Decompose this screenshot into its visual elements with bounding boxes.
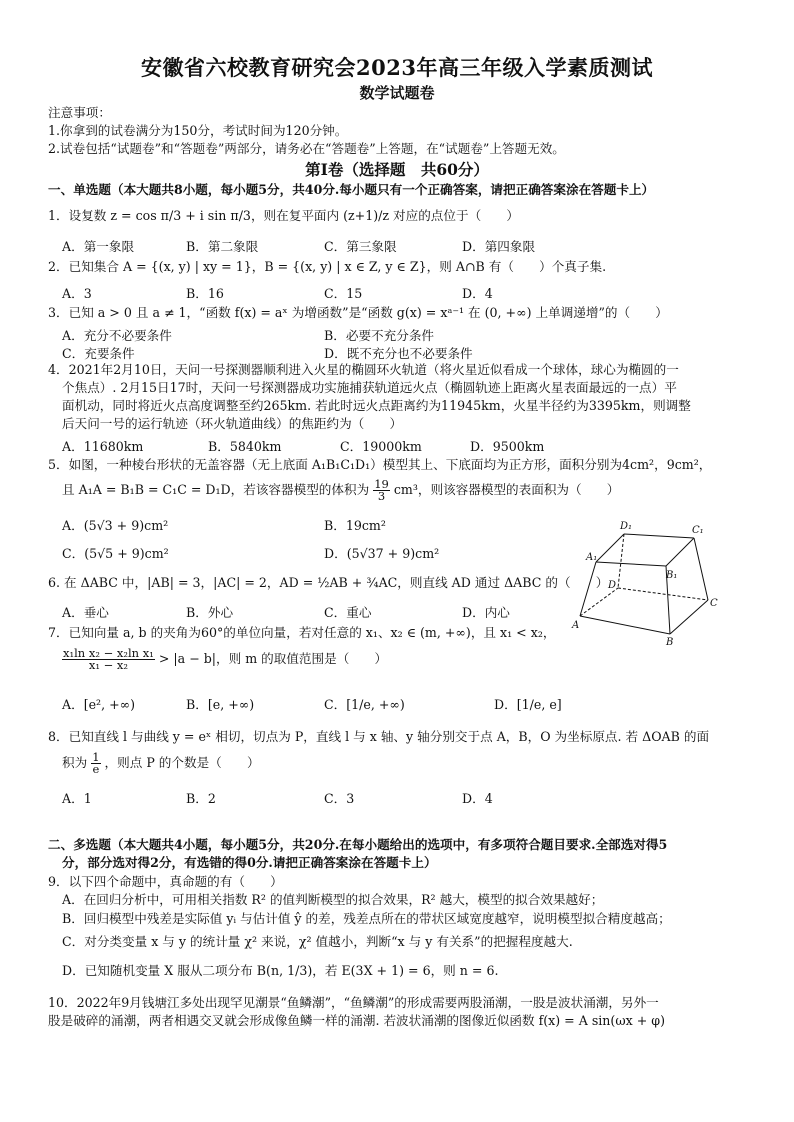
q7-option-b: B．[e, +∞) — [186, 697, 255, 712]
q5-option-c: C．(5√5 + 9)cm² — [62, 546, 169, 561]
label-c1: C₁ — [692, 525, 704, 536]
notice-item-2: 2.试卷包括“试题卷”和“答题卷”两部分，请务必在“答题卷”上答题，在“试题卷”上答题无效。 — [48, 141, 565, 156]
q2-option-a: A．3 — [62, 286, 92, 301]
q6-option-a: A．垂心 — [62, 605, 109, 620]
label-b1: B₁ — [666, 570, 678, 581]
q10-line-2: 股是破碎的涌潮，两者相遇交叉就会形成像鱼鳞一样的涌潮. 若波状涌潮的图像近似函数 f(x) = A sin(ωx + φ) — [48, 1013, 665, 1028]
notice-heading: 注意事项： — [48, 105, 111, 120]
section2-heading-line-1: 二、多选题（本大题共4小题，每小题5分，共20分.在每小题给出的选项中，有多项符合题目要求.全部选对得5 — [48, 837, 668, 852]
q8-option-b: B．2 — [186, 791, 216, 806]
q10-line-1: 10．2022年9月钱塘江多处出现罕见潮景“鱼鳞潮”，“鱼鳞潮”的形成需要两股涌潮，一股是波状涌潮，另外一 — [48, 995, 659, 1010]
label-c: C — [710, 598, 718, 609]
label-d1: D₁ — [620, 521, 633, 532]
q1-option-b: B．第二象限 — [186, 239, 259, 254]
q4-line-2: 个焦点）. 2月15日17时，天问一号探测器成功实施捕获轨道远火点（椭圆轨迹上距离火星表面最远的一点）平 — [62, 380, 677, 395]
q4-option-b: B．5840km — [208, 439, 282, 454]
q6-option-d: D．内心 — [462, 605, 510, 620]
q5-option-d: D．(5√37 + 9)cm² — [324, 546, 440, 561]
q5-option-b: B．19cm² — [324, 518, 386, 533]
q3-stem: 3．已知 a > 0 且 a ≠ 1，“函数 f(x) = aˣ 为增函数”是“函数 g(x) = xᵃ⁻¹ 在 (0, +∞) 上单调递增”的（ ） — [48, 305, 668, 320]
q2-option-d: D．4 — [462, 286, 493, 301]
q8-line-1: 8．已知直线 l 与曲线 y = eˣ 相切，切点为 P，直线 l 与 x 轴、y 轴分别交于点 A，B，O 为坐标原点. 若 ΔOAB 的面 — [48, 729, 710, 744]
q4-line-4: 后天问一号的运行轨迹（环火轨道曲线）的焦距约为（ ） — [62, 416, 403, 431]
q7-denominator: x₁ − x₂ — [88, 658, 128, 672]
q7-line-1: 7．已知向量 a, b 的夹角为60°的单位向量，若对任意的 x₁、x₂ ∈ (m, +∞)，且 x₁ < x₂， — [48, 625, 556, 640]
q9-option-c: C．对分类变量 x 与 y 的统计量 χ² 来说，χ² 值越小，判断“x 与 y 有关系”的把握程度越大. — [62, 934, 573, 949]
q8-area-denominator: e — [92, 762, 100, 776]
q8-area-fraction — [91, 752, 100, 775]
q1-option-a: A．第一象限 — [62, 239, 135, 254]
q7-numerator: x₁ln x₂ − x₂ln x₁ — [63, 646, 154, 660]
q3-option-c: C．充要条件 — [62, 346, 135, 361]
q5-line-2 — [62, 477, 619, 503]
q8-question: ，则点 P 的个数是（ ） — [104, 755, 260, 770]
q5-question: cm³，则该容器模型的表面积为（ ） — [393, 482, 620, 497]
q7-line-2 — [62, 646, 387, 672]
q5-volume-denominator: 3 — [377, 489, 386, 503]
label-a1: A₁ — [586, 552, 598, 563]
notice-item-1: 1.你拿到的试卷满分为150分，考试时间为120分钟。 — [48, 123, 348, 138]
q2-stem: 2．已知集合 A = {(x, y) | xy = 1}，B = {(x, y) | x ∈ Z, y ∈ Z}，则 A∩B 有（ ）个真子集. — [48, 259, 607, 274]
q7-fraction — [62, 648, 155, 671]
section2-heading-line-2: 分，部分选对得2分，有选错的得0分.请把正确答案涂在答题卡上） — [62, 855, 437, 870]
q6-option-c: C．重心 — [324, 605, 372, 620]
q4-option-d: D．9500km — [470, 439, 545, 454]
q8-line-2 — [62, 750, 260, 776]
label-a: A — [572, 620, 580, 631]
q5-line-1: 5．如图，一种棱台形状的无盖容器（无上底面 A₁B₁C₁D₁）模型其上、下底面均为正方形，面积分别为4cm²，9cm²， — [48, 457, 712, 472]
q5-option-a: A．(5√3 + 9)cm² — [62, 518, 169, 533]
label-d: D — [608, 580, 617, 591]
q2-option-c: C．15 — [324, 286, 363, 301]
q1-option-d: D．第四象限 — [462, 239, 536, 254]
q3-option-a: A．充分不必要条件 — [62, 328, 172, 343]
q9-option-a: A．在回归分析中，可用相关指数 R² 的值判断模型的拟合效果，R² 越大，模型的拟合效果越好； — [62, 892, 604, 907]
q7-option-c: C．[1/e, +∞) — [324, 697, 405, 712]
q4-line-3: 面机动，同时将近火点高度调整至约265km. 若此时远火点距离约为11945km，火星半径约为3395km，则调整 — [62, 398, 691, 413]
q6-stem: 6. 在 ΔABC 中，|AB| = 3，|AC| = 2，AD = ½AB + ¾AC，则直线 AD 通过 ΔABC 的（ ） — [48, 575, 609, 590]
q5-condition: 且 A₁A = B₁B = C₁C = D₁D，若该容器模型的体积为 — [62, 482, 370, 497]
q1-stem: 1．设复数 z = cos π/3 + i sin π/3，则在复平面内 (z+1)/z 对应的点位于（ ） — [48, 208, 519, 223]
q1-option-c: C．第三象限 — [324, 239, 397, 254]
q6-option-b: B．外心 — [186, 605, 234, 620]
q9-option-b: B．回归模型中残差是实际值 yᵢ 与估计值 ŷ 的差，残差点所在的带状区域宽度越窄，说明模型拟合精度越高； — [62, 911, 671, 926]
q7-option-d: D．[1/e, e] — [494, 697, 562, 712]
part1-title: 第Ⅰ卷（选择题 共60分） — [305, 160, 489, 179]
q3-option-d: D．既不充分也不必要条件 — [324, 346, 473, 361]
q4-option-c: C．19000km — [340, 439, 422, 454]
q7-option-a: A．[e², +∞) — [62, 697, 136, 712]
q2-option-b: B．16 — [186, 286, 224, 301]
q8-option-d: D．4 — [462, 791, 493, 806]
q9-option-d: D．已知随机变量 X 服从二项分布 B(n, 1/3)，若 E(3X + 1) = 6，则 n = 6. — [62, 963, 499, 978]
exam-subtitle: 数学试题卷 — [359, 84, 435, 102]
q5-volume-fraction — [373, 479, 390, 502]
q3-option-b: B．必要不充分条件 — [324, 328, 435, 343]
exam-title: 安徽省六校教育研究会2023年高三年级入学素质测试 — [141, 55, 653, 80]
q4-option-a: A．11680km — [62, 439, 144, 454]
q8-option-a: A．1 — [62, 791, 92, 806]
label-b: B — [666, 637, 674, 648]
q4-line-1: 4．2021年2月10日，天问一号探测器顺利进入火星的椭圆环火轨道（将火星近似看成一个球体，球心为椭圆的一 — [48, 362, 679, 377]
q7-question: > |a − b|，则 m 的取值范围是（ ） — [158, 651, 388, 666]
q8-area-numerator: 1 — [92, 750, 100, 764]
section1-heading: 一、单选题（本大题共8小题，每小题5分，共40分.每小题只有一个正确答案，请把正确答案涂在答题卡上） — [48, 182, 655, 197]
q8-area-prefix: 积为 — [62, 755, 88, 770]
q9-stem: 9．以下四个命题中，真命题的有（ ） — [48, 874, 283, 889]
q5-volume-numerator: 19 — [374, 477, 389, 491]
q8-option-c: C．3 — [324, 791, 355, 806]
